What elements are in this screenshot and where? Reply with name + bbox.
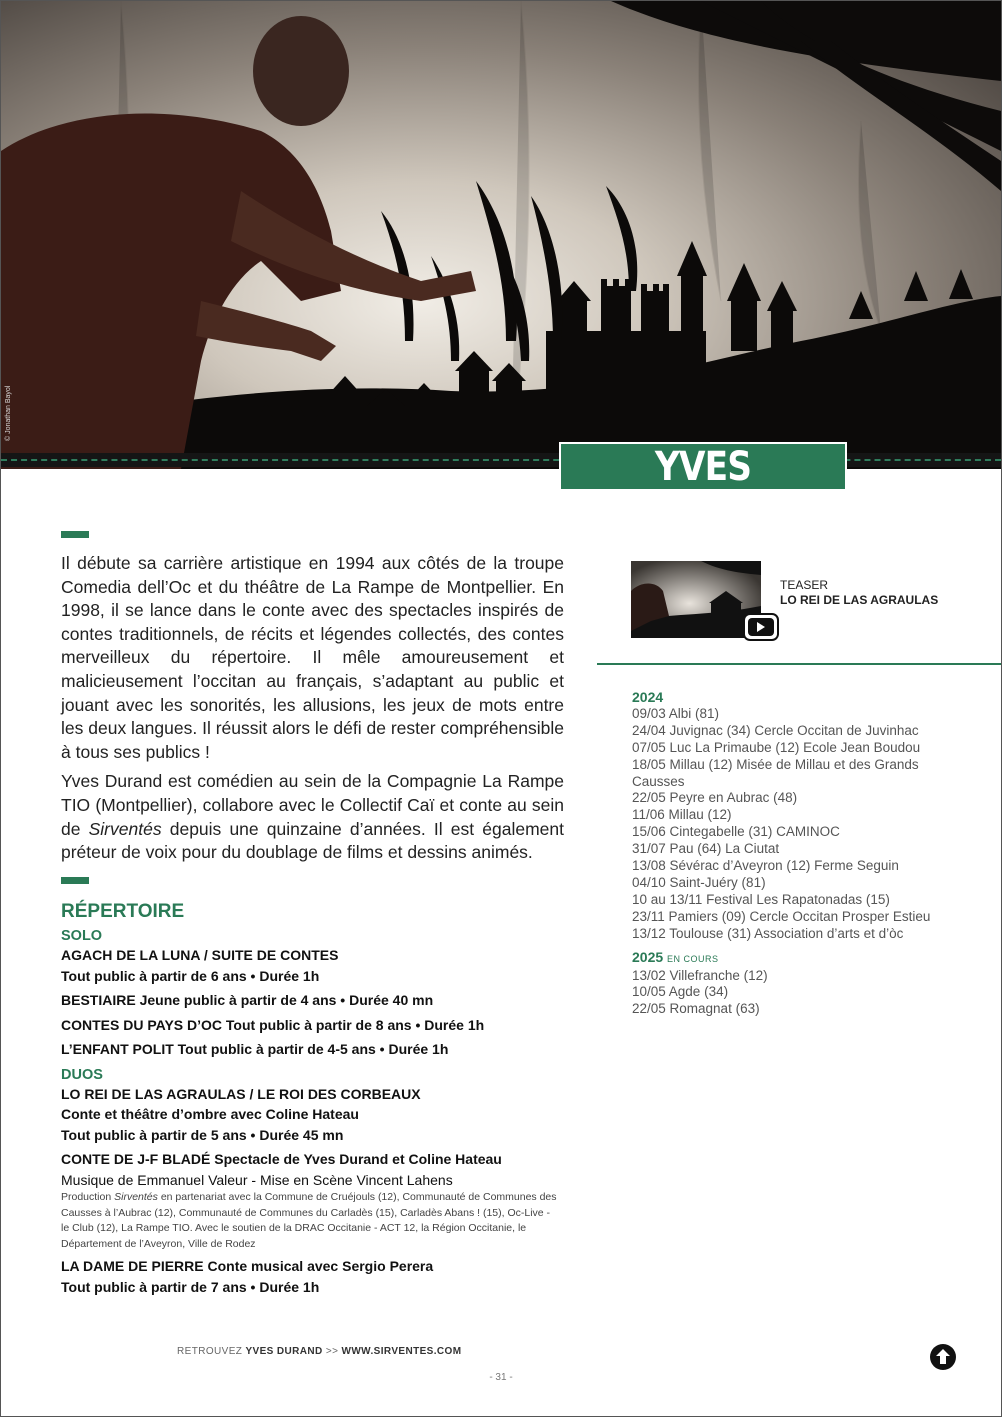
- year-heading: 2024: [632, 689, 664, 705]
- date-entry: 13/02 Villefranche (12): [632, 967, 768, 983]
- section-accent-bar: [61, 531, 89, 538]
- date-entry: 23/11 Pamiers (09) Cercle Occitan Prosper Estieu: [632, 908, 931, 924]
- teaser-video-thumbnail[interactable]: [631, 561, 761, 638]
- repertoire-heading: RÉPERTOIRE: [61, 901, 185, 922]
- date-entry: 22/05 Peyre en Aubrac (48): [632, 790, 798, 806]
- show-item: LO REI DE LAS AGRAULAS / LE ROI DES CORBEAUX Conte et théâtre d’ombre avec Coline Hateau Tout public à partir de 5 ans • Durée 45 mn: [61, 1085, 421, 1143]
- repertoire-accent-bar: [61, 877, 89, 884]
- date-entry: 13/12 Toulouse (31) Association d’arts et d’òc: [632, 925, 904, 941]
- teaser-caption: TEASER: [780, 578, 829, 592]
- show-item: CONTE DE J-F BLADÉ Spectacle de Yves Durand et Coline Hateau Musique de Emmanuel Valeur - Mise en Scène Vincent Lahens Production Sirventés en partenariat avec la Commune de Cruéjouls (12), Communauté de Communes des Causses à l’Aubrac (12), Communauté de Communes du Carladès (15), Carladès Abans ! (15), Oc-Live - le Club (12), La Rampe TIO. Avec le soutien de la DRAC Occitanie - ACT 12, la Région Occitanie, le Département de l’Aveyron, Ville de Rodez: [61, 1151, 557, 1250]
- tour-dates: [632, 689, 972, 1024]
- intro-text: [61, 552, 564, 871]
- dates-2025: [632, 949, 972, 1019]
- teaser-label: [780, 578, 938, 608]
- page-title: YVES DURAND: [622, 444, 784, 537]
- year-heading: 2025 EN COURS: [632, 948, 719, 965]
- date-entry: 07/05 Luc La Primaube (12) Ecole Jean Boudou: [632, 739, 921, 755]
- filmstrip-divider: [1, 453, 1001, 467]
- show-item: LA DAME DE PIERRE Conte musical avec Sergio Perera Tout public à partir de 7 ans • Durée 1h: [61, 1258, 434, 1295]
- sidebar-divider: [597, 663, 1001, 665]
- date-entry: 15/06 Cintegabelle (31) CAMINOC: [632, 824, 840, 840]
- solo-label: SOLO: [61, 928, 103, 944]
- teaser-title: LO REI DE LAS AGRAULAS: [780, 593, 939, 607]
- hero-photo: [1, 1, 1001, 469]
- dates-2024: [632, 689, 972, 943]
- footer-link[interactable]: RETROUVEZ YVES DURAND >> WWW.SIRVENTES.COM: [177, 1346, 462, 1357]
- duos-label: DUOS: [61, 1066, 103, 1083]
- shadow-theatre-illustration: [1, 1, 1001, 469]
- date-entry: 31/07 Pau (64) La Ciutat: [632, 841, 780, 857]
- show-item: AGACH DE LA LUNA / SUITE DE CONTES Tout public à partir de 6 ans • Durée 1h: [61, 947, 339, 984]
- date-entry: 24/04 Juvignac (34) Cercle Occitan de Juvinhac: [632, 722, 919, 738]
- play-icon[interactable]: [743, 613, 779, 641]
- show-item: L’ENFANT POLIT Tout public à partir de 4-5 ans • Durée 1h: [61, 1041, 449, 1057]
- date-entry: 22/05 Romagnat (63): [632, 1001, 760, 1017]
- date-entry: 09/03 Albi (81): [632, 705, 720, 721]
- date-entry: 10/05 Agde (34): [632, 984, 729, 1000]
- intro-paragraph-2: Yves Durand est comédien au sein de la Compagnie La Rampe TIO (Montpellier), collabore avec le Collectif Caï et conte au sein de Sirventés depuis une quinzaine d’années. Il est également préteur de voix pour du doublage de films et dessins animés.: [61, 771, 565, 863]
- date-entry: 13/08 Sévérac d’Aveyron (12) Ferme Seguin: [632, 858, 899, 874]
- show-item: BESTIAIRE Jeune public à partir de 4 ans • Durée 40 mn: [61, 992, 434, 1008]
- date-entry: 04/10 Saint-Juéry (81): [632, 874, 766, 890]
- date-entry: 10 au 13/11 Festival Les Rapatonadas (15): [632, 891, 890, 907]
- photo-credit: © Jonathan Bayol: [5, 385, 12, 441]
- intro-paragraph-1: Il débute sa carrière artistique en 1994 aux côtés de la troupe Comedia dell’Oc et du théâtre de La Rampe de Montpellier. En 1998, il se lance dans le conte avec des spectacles inspirés de contes traditionnels, de récits et légendes collectés, des contes merveilleux du répertoire. Il mêle amoureusement et malicieusement l’occitan au français, s’adaptant au public et jouant avec les sonorités, les allusions, les jeux de mots entre les deux langues. Il réussit alors le défi de rester compréhensible à tous ses publics !: [61, 553, 564, 762]
- page-number: - 31 -: [489, 1372, 513, 1383]
- date-entry: 18/05 Millau (12) Misée de Millau et des Grands Causses: [632, 756, 919, 789]
- date-entry: 11/06 Millau (12): [632, 807, 732, 823]
- title-banner: [559, 442, 847, 537]
- arrow-up-icon[interactable]: [930, 1344, 956, 1370]
- repertoire-section: [61, 901, 561, 1301]
- show-item: CONTES DU PAYS D’OC Tout public à partir de 8 ans • Durée 1h: [61, 1016, 485, 1033]
